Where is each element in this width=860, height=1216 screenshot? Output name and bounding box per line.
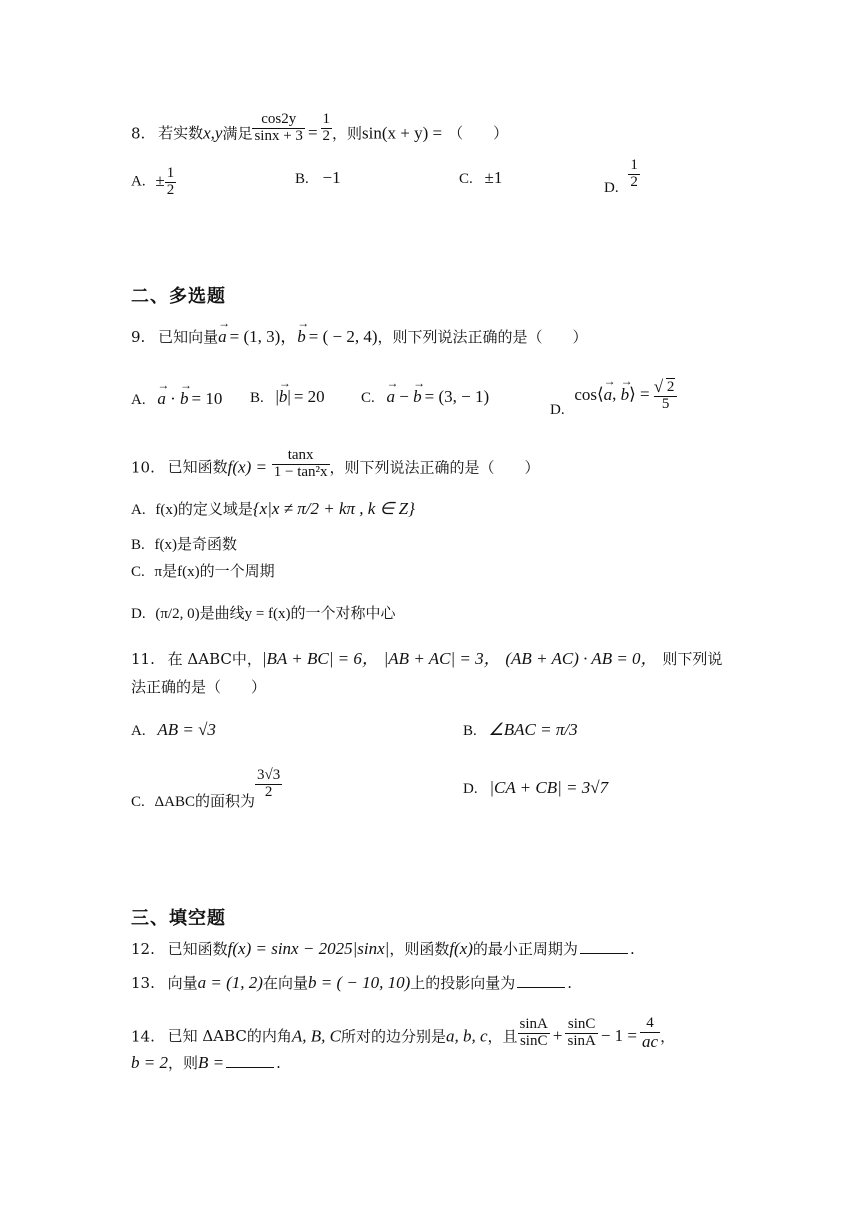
q13-answer-blank[interactable]	[517, 987, 565, 988]
q10-fx: f(x) =	[227, 457, 267, 477]
q11-option-d: D. |CA + CB| = 3√7	[463, 778, 609, 797]
q10-option-a: A. f(x)的定义域是{x|x ≠ π/2 + kπ , k ∈ Z}	[131, 499, 415, 518]
q9-option-b: B. |b →| = 20	[250, 387, 325, 407]
q8-stem: 8. 若实数x,y满足 $\frac{\cos 2y}{\sin x + 3}$ = $\frac{1}{2}$ ，则sin(x + y) = （ ）	[131, 111, 509, 144]
q8-option-c: C. ±1	[459, 168, 503, 187]
q11-stem-line2: 法正确的是（ ）	[131, 678, 267, 696]
q8-paren: （ ）	[448, 124, 509, 143]
q8-var-y: y	[214, 123, 223, 143]
q10-option-c: C. π是f(x)的一个周期	[131, 564, 275, 580]
q9-option-c: C. a → − b → = (3, − 1)	[361, 387, 489, 407]
q12-answer-blank[interactable]	[580, 953, 628, 954]
q10-stem: 10. 已知函数f(x) = $\frac{\tan x}{\text{1 − tan²x}}$ ，则下列说法正确的是（ ）	[131, 447, 540, 480]
q8-option-b: B. −1	[295, 168, 341, 187]
q8-stem-c: ，则	[332, 124, 363, 143]
q8-number: 8.	[131, 124, 146, 143]
question-13: 13. 向量a = (1, 2)在向量b = ( − 10, 10)上的投影向量为 .	[131, 973, 573, 992]
section-title-fill-in: 三、填空题	[131, 908, 226, 929]
q8-stem-a: 若实数	[158, 124, 204, 143]
q9-stem: 9. 已知向量a → = (1, 3)，b → = ( − 2, 4)，则下列说法正确的是（ ）	[131, 328, 588, 345]
vector-b: b →	[297, 328, 306, 345]
q8-option-a: A. ± $\frac{1}{2}$	[131, 165, 175, 198]
q11-option-b: B. ∠BAC = π/3	[463, 720, 578, 739]
q8-stem-b: 满足	[222, 124, 253, 143]
question-14-line2: b = 2，则B = .	[131, 1053, 281, 1072]
q11-option-c: C. ΔABC的面积为 $\frac{3√3}{2}$	[131, 767, 281, 810]
q8-var-x: x	[203, 123, 211, 143]
section-title-multiple-choice: 二、多选题	[131, 286, 226, 307]
q11-stem: 11. 在 ΔABC中，|BA + BC| = 6， |AB + AC| = 3， (AB + AC) · AB = 0， 则下列说	[131, 649, 723, 668]
question-14: 14. 已知 ΔABC的内角A, B, C所对的边分别是a, b, c，且 $\frac{\sin A}{\sin C}$ + $\frac{\sin C}{\sin A}$ − 1 = $\frac{4}{ac}$ ，	[131, 1015, 676, 1051]
q11-option-a: A. AB = √3	[131, 720, 216, 739]
question-12: 12. 已知函数f(x) = sinx − 2025|sinx|，则函数f(x)的最小正周期为 .	[131, 939, 635, 958]
q8-fraction: $\frac{\cos 2y}{\sin x + 3}$	[254, 111, 303, 144]
q8-half: $\frac{1}{2}$	[322, 111, 331, 144]
q8-option-d: D. $\frac{1}{2}$	[604, 157, 638, 196]
vector-a: a →	[218, 328, 227, 345]
q10-fraction: $\frac{\tan x}{\text{1 − tan²x}}$	[273, 447, 328, 480]
q9-option-a: A. a → · b → = 10	[131, 389, 222, 409]
q9-option-d: D. cos⟨a →, b →⟩ = √ $\frac{2}{5}$	[550, 380, 677, 413]
q8-expr: sin(x + y) =	[362, 123, 443, 143]
q14-answer-blank[interactable]	[226, 1067, 274, 1068]
q10-option-b: B. f(x)是奇函数	[131, 537, 238, 553]
q10-option-d: D. (π/2, 0)是曲线y = f(x)的一个对称中心	[131, 606, 396, 622]
